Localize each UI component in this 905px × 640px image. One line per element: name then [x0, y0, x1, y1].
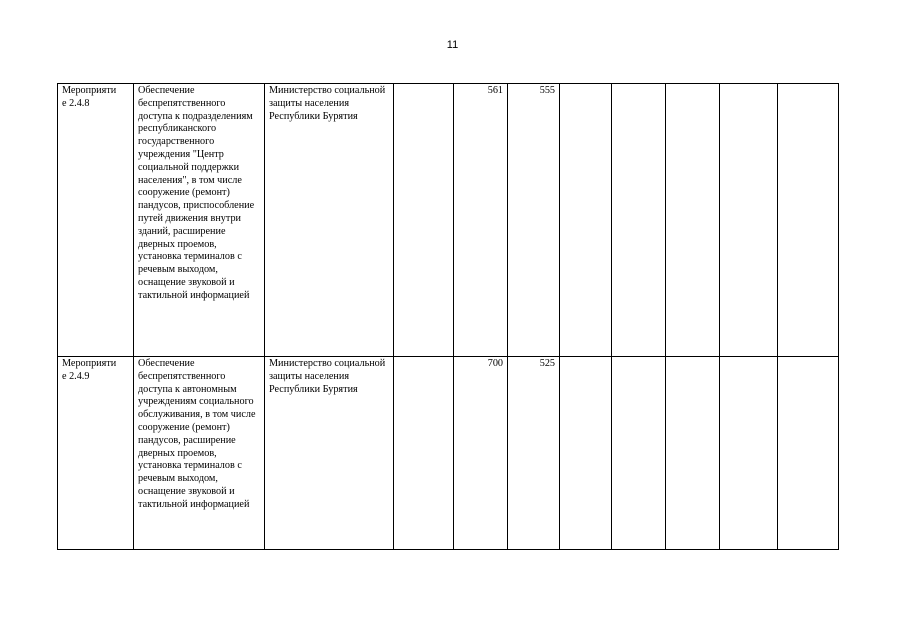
empty-cell	[560, 357, 612, 550]
executor-cell: Министерство социальной защиты населения Республики Бурятия	[265, 357, 394, 550]
empty-cell	[612, 357, 666, 550]
empty-cell	[778, 84, 839, 357]
table-row	[58, 357, 839, 550]
value-cell-2: 525	[508, 357, 560, 550]
empty-cell	[612, 84, 666, 357]
value-cell-2: 555	[508, 84, 560, 357]
measure-id-cell: Мероприяти е 2.4.8	[58, 84, 134, 357]
empty-cell	[394, 84, 454, 357]
empty-cell	[666, 357, 720, 550]
value-cell-1: 700	[454, 357, 508, 550]
empty-cell	[394, 357, 454, 550]
empty-cell	[720, 84, 778, 357]
table-row	[58, 84, 839, 357]
value-cell-1: 561	[454, 84, 508, 357]
empty-cell	[560, 84, 612, 357]
page-number: 11	[446, 39, 459, 51]
measure-description-cell: Обеспечение беспрепятственного доступа к подразделениям республиканского государственного учреждения "Центр социальной поддержки населения", в том числе сооружение (ремонт) пандусов, приспособление путей движения внутри зданий, расширение дверных проемов, установка терминалов с речевым выходом, оснащение звуковой и тактильной информацией	[134, 84, 265, 357]
measure-id-cell: Мероприяти е 2.4.9	[58, 357, 134, 550]
empty-cell	[778, 357, 839, 550]
measures-table	[57, 83, 839, 550]
executor-cell: Министерство социальной защиты населения Республики Бурятия	[265, 84, 394, 357]
empty-cell	[720, 357, 778, 550]
empty-cell	[666, 84, 720, 357]
measure-description-cell: Обеспечение беспрепятственного доступа к автономным учреждениям социального обслуживания, в том числе сооружение (ремонт) пандусов, расширение дверных проемов, установка терминалов с речевым выходом, оснащение звуковой и тактильной информацией	[134, 357, 265, 550]
